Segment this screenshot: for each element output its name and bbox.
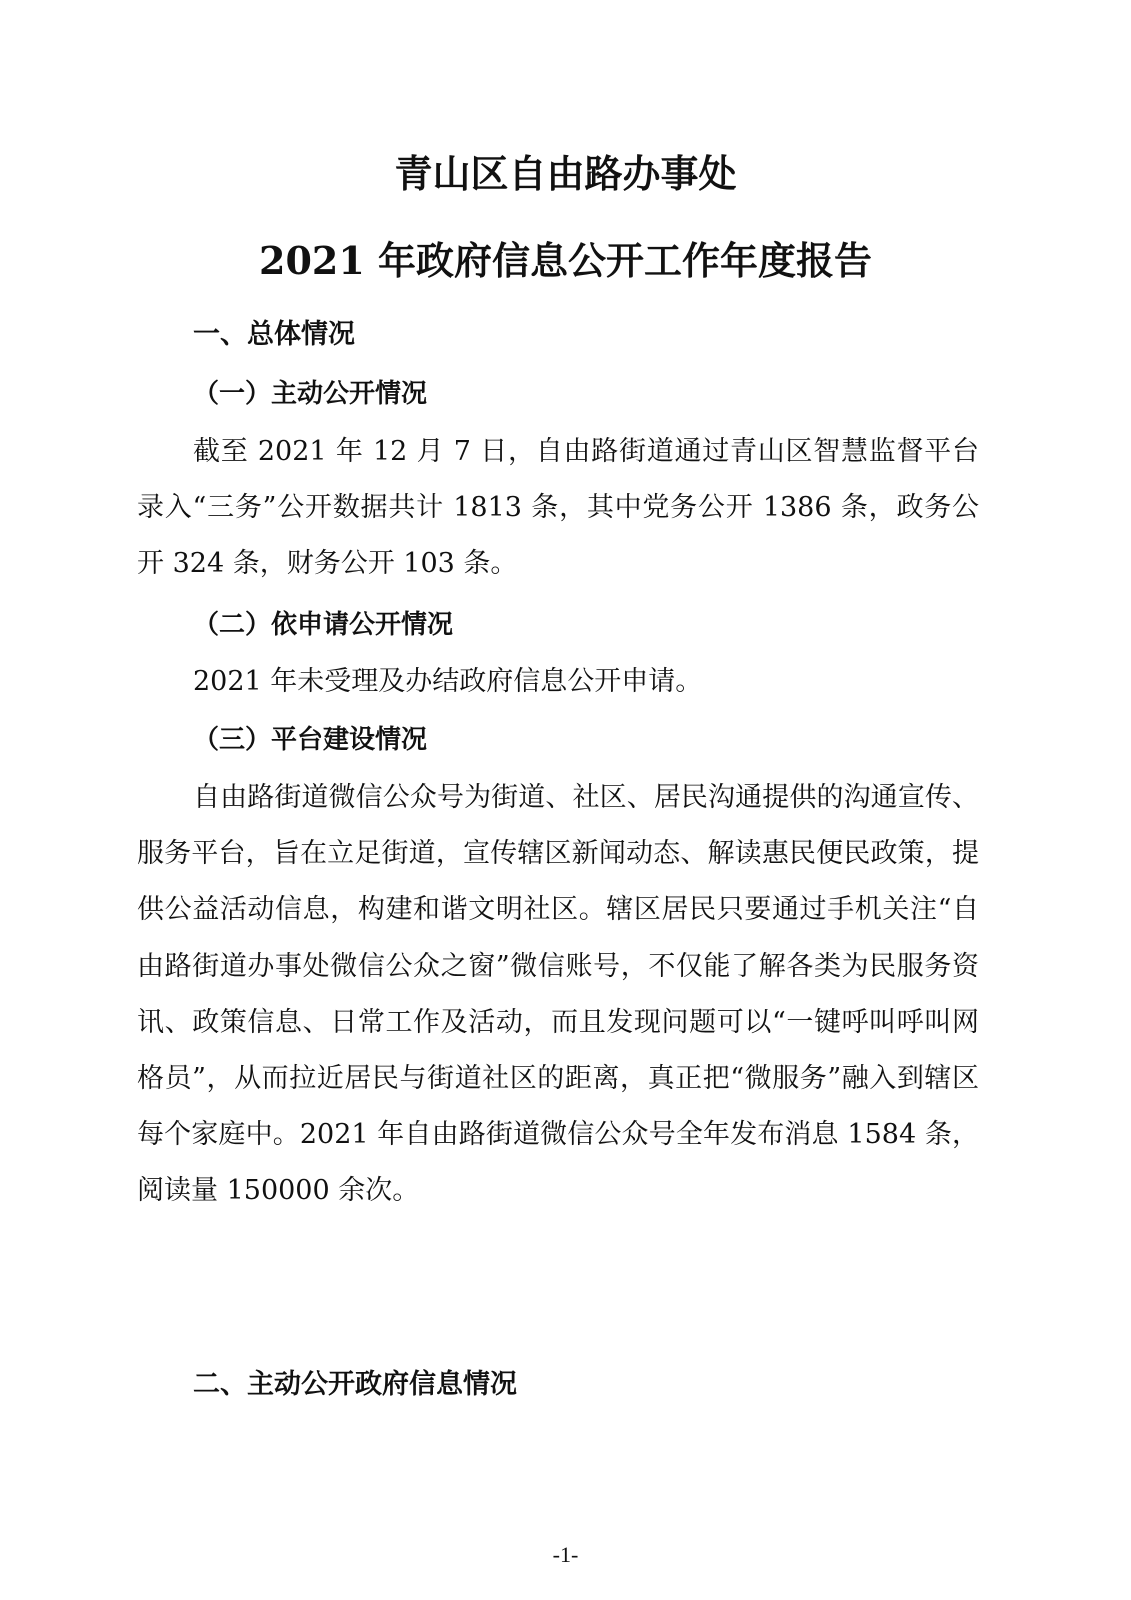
document-title-line1: 青山区自由路办事处	[394, 151, 737, 196]
section2-heading: 二、主动公开政府信息情况	[193, 1369, 517, 1400]
section1-sub2-paragraph: 2021 年未受理及办结政府信息公开申请。	[193, 666, 703, 697]
section1-sub1-heading: （一）主动公开情况	[193, 379, 428, 409]
section1-sub1-paragraph: 截至 2021 年 12 月 7 日，自由路街道通过青山区智慧监督平台录入“三务”公开数据共计 1813 条，其中党务公开 1386 条，政务公开 324 条，财务公开 103 条。	[137, 436, 979, 580]
page-number: -1-	[552, 1542, 579, 1567]
section1-sub3-paragraph: 自由路街道微信公众号为街道、社区、居民沟通提供的沟通宣传、服务平台，旨在立足街道，宣传辖区新闻动态、解读惠民便民政策，提供公益活动信息，构建和谐文明社区。辖区居民只要通过手机关注“自由路街道办事处微信公众之窗”微信账号，不仅能了解各类为民服务资讯、政策信息、日常工作及活动，而且发现问题可以“一键呼叫呼叫网格员”，从而拉近居民与街道社区的距离，真正把“微服务”融入到辖区每个家庭中。2021 年自由路街道微信公众号全年发布消息 1584 条，阅读量 150000 余次。	[137, 782, 979, 1207]
section1-heading: 一、总体情况	[193, 319, 355, 350]
document-title-line2: 2021 年政府信息公开工作年度报告	[259, 238, 872, 283]
section1-sub3-heading: （三）平台建设情况	[193, 725, 428, 755]
section1-sub2-heading: （二）依申请公开情况	[193, 610, 454, 640]
